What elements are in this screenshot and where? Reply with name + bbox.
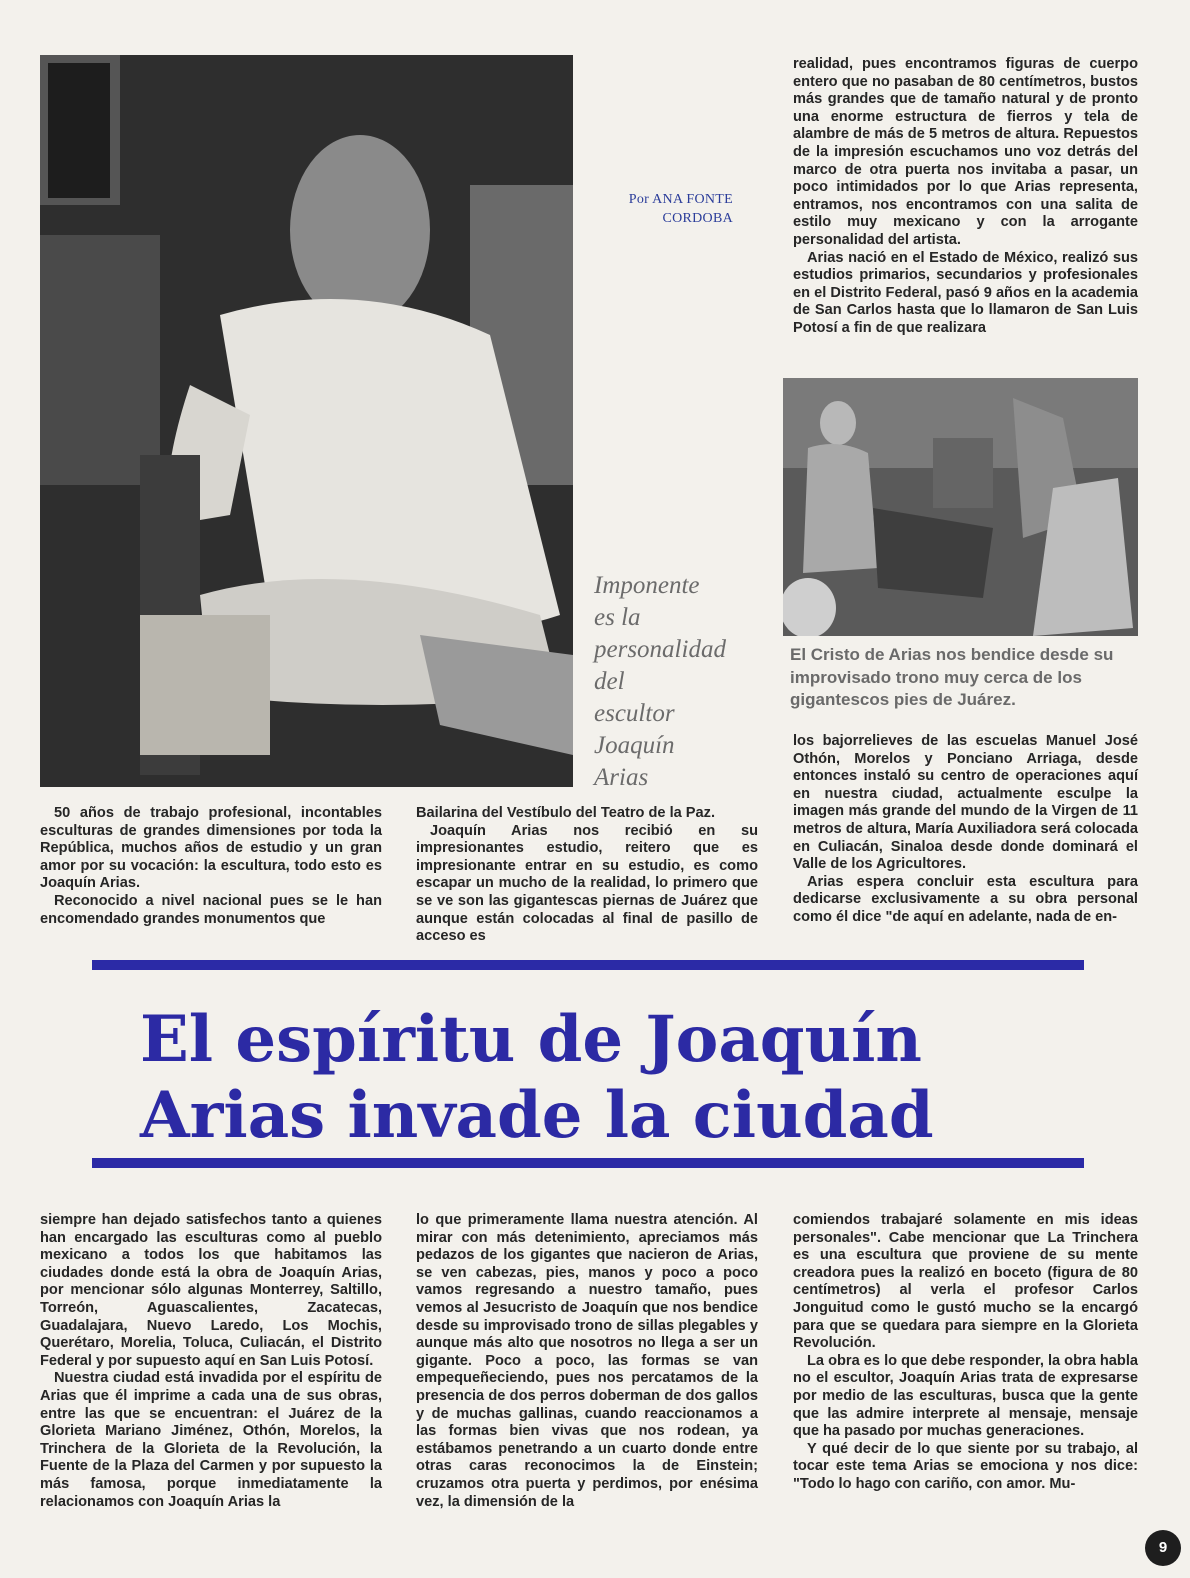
- pull-quote-line: Arias: [594, 764, 649, 791]
- page-number: 9: [1145, 1530, 1181, 1566]
- paragraph: comiendos trabajaré solamente en mis ideas personales". Cabe mencionar que La Trinchera es una escultura que proviene de su mente creadora pues la realizó en boceto (figura de 80 centímetros) al verla el profesor Carlos Jonguitud como le gustó mucho se la encargó para que se quedara para siempre en la Glorieta Revolución.: [793, 1212, 1138, 1352]
- paragraph: Bailarina del Vestíbulo del Teatro de la Paz.: [416, 805, 715, 821]
- article-column-mid-center: [416, 805, 758, 946]
- paragraph: Joaquín Arias nos recibió en su impresionantes estudio, reitero que es impresionante entrar en su estudio, es como escapar un mucho de la realidad, lo primero que se ve son las gigantescas piernas de Juárez que aunque están colocadas al final de pasillo de acceso es: [416, 822, 758, 945]
- paragraph: Nuestra ciudad está invadida por el espíritu de Arias que él imprime a cada una de sus obras, entre las que se encuentran: el Juárez de la Glorieta Mariano Jiménez, Othón, Morelos, la Trinchera de la Glorieta de la Revolución, la Fuente de la Plaza del Carmen y por supuesto la más famosa, porque inmediatamente la relacionamos con Joaquín Arias la: [40, 1370, 382, 1510]
- paragraph: siempre han dejado satisfechos tanto a quienes han encargado las esculturas como al pueblo mexicano a todos los que habitamos las ciudades donde está la obra de Joaquín Arias, por mencionar sólo algunas Monterrey, Saltillo, Torreón, Aguascalientes, Zacatecas, Guadalajara, Nuevo Laredo, Los Mochis, Querétaro, Morelia, Toluca, Culiacán, el Distrito Federal y por supuesto aquí en San Luis Potosí.: [40, 1212, 382, 1369]
- article-column-bottom-right: [793, 1212, 1138, 1494]
- article-column-bottom-center: [416, 1212, 758, 1511]
- article-column-bottom-left: [40, 1212, 382, 1511]
- article-column-mid-left: [40, 805, 382, 928]
- photo-caption: El Cristo de Arias nos bendice desde su improvisado trono muy cerca de los gigantescos pies de Juárez.: [790, 645, 1114, 709]
- pull-quote-line: personalidad: [594, 636, 726, 663]
- byline-line-2: CORDOBA: [662, 211, 733, 226]
- byline: [588, 190, 733, 228]
- headline-rule-top: [92, 960, 1084, 970]
- portrait-illustration: [40, 55, 573, 787]
- pull-quote: [594, 570, 774, 794]
- paragraph: Y qué decir de lo que siente por su trabajo, al tocar este tema Arias se emociona y nos dice: "Todo lo hago con cariño, con amor. Mu-: [793, 1440, 1138, 1492]
- paragraph: La obra es lo que debe responder, la obra habla no el escultor, Joaquín Arias trata de expresarse por medio de las esculturas, busca que la gente que las admire interprete al mensaje, mensaje que ha pasado por muchas generaciones.: [793, 1352, 1138, 1440]
- paragraph: Arias espera concluir esta escultura para dedicarse exclusivamente a su obra personal como él dice "de aquí en adelante, nada de en-: [793, 873, 1138, 925]
- pull-quote-line: es la: [594, 604, 641, 631]
- paragraph: realidad, pues encontramos figuras de cuerpo entero que no pasaban de 80 centímetros, bustos más grandes que de tamaño natural y de pronto una enorme estructura de fierros y tela de alambre de más de 5 metros de altura. Repuestos de la impresión escuchamos uno voz detrás del marco de otra puerta nos invitaba a pasar, un poco intimidados por lo que Arias representa, entramos, nos encontramos con una salita de estilo muy mexicano y con la arrogante personalidad del artista.: [793, 56, 1138, 248]
- article-column-mid-right: [793, 733, 1138, 927]
- pull-quote-line: escultor: [594, 700, 675, 727]
- headline: [140, 1002, 1040, 1154]
- studio-photo: [783, 378, 1138, 636]
- headline-rule-bottom: [92, 1158, 1084, 1168]
- article-column-top-right: [793, 56, 1138, 338]
- pull-quote-line: Joaquín: [594, 732, 675, 759]
- paragraph: Arias nació en el Estado de México, realizó sus estudios primarios, secundarios y profesionales en el Distrito Federal, pasó 9 años en la academia de San Carlos hasta que lo llamaron de San Luis Potosí a fin de que realizara: [793, 249, 1138, 336]
- paragraph: Reconocido a nivel nacional pues se le han encomendado grandes monumentos que: [40, 892, 382, 927]
- paragraph: lo que primeramente llama nuestra atención. Al mirar con más detenimiento, apreciamos más pedazos de los gigantes que nacieron de Arias, se ven cabezas, pies, manos y poco a poco vamos regresando a nuestro tamaño, pues vemos al Jesucristo de Joaquín que nos bendice desde su improvisado trono de sillas plegables y aunque más alto que nosotros no llega a ser un gigante. Poco a poco, las formas se van empequeñeciendo, pues nos percatamos de la presencia de dos perros doberman de dos gallos y de muchas gallinas, cuando reaccionamos a las formas bien vivas que nos rodean, ya estábamos penetrando a un cuarto donde entre otras caras reconocimos la de Einstein; cruzamos otra puerta y perdimos, por enésima vez, la dimensión de la: [416, 1212, 758, 1510]
- pull-quote-line: Imponente: [594, 572, 700, 599]
- paragraph: 50 años de trabajo profesional, incontables esculturas de grandes dimensiones por toda la República, muchos años de estudio y un gran amor por su vocación: la escultura, todo esto es Joaquín Arias.: [40, 805, 382, 892]
- headline-line-1: El espíritu de Joaquín: [140, 1002, 922, 1077]
- headline-line-2: Arias invade la ciudad: [140, 1078, 934, 1153]
- paragraph: los bajorrelieves de las escuelas Manuel José Othón, Morelos y Ponciano Arriaga, desde entonces instaló su centro de operaciones aquí en nuestra ciudad, actualmente esculpe la imagen más grande del mundo de la Virgen de 11 metros de altura, María Auxiliadora será colocada en Culiacán, Sinaloa desde donde dominará el Valle de los Agricultores.: [793, 733, 1138, 873]
- portrait-photo: [40, 55, 573, 787]
- studio-illustration: [783, 378, 1138, 636]
- pull-quote-line: del: [594, 668, 625, 695]
- byline-line-1: Por ANA FONTE: [628, 192, 733, 207]
